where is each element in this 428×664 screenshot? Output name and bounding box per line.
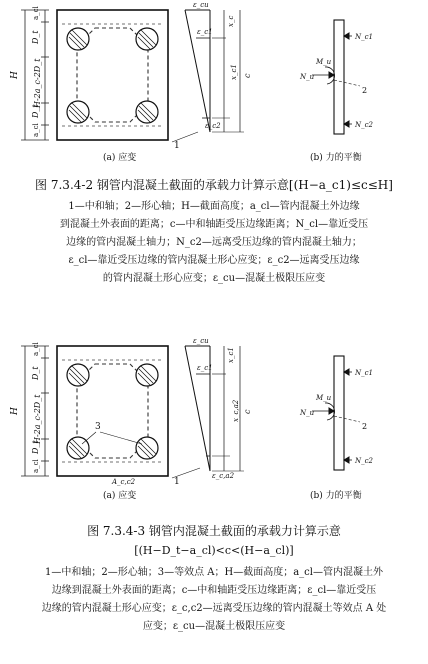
figure-1-diagram <box>0 0 428 168</box>
N-u: N_u <box>300 409 315 417</box>
dim-d-top: D_t <box>31 366 40 380</box>
label-1: 1 <box>174 477 180 487</box>
N-u: N_u <box>300 73 315 81</box>
N-c1: N_c1 <box>355 369 373 377</box>
label-2: 2 <box>362 422 368 431</box>
c-depth: c <box>243 73 252 78</box>
note-line: 到混凝土外表面的距离；c—中和轴距受压边缘距离；N_cl—靠近受压 <box>59 219 369 230</box>
dim-ac-top: a_cl <box>32 6 40 20</box>
note-line: 1—中和轴；2—形心轴；H—截面高度；a_cl—管内混凝土外边缘 <box>68 201 360 212</box>
point-A: A_c,c2 <box>112 478 136 486</box>
note-line: 边缘到混凝土外表面的距离；c—中和轴距受压边缘距离；ε_cl—靠近受压 <box>51 585 377 596</box>
M-u: M_u <box>316 58 332 66</box>
dim-d-bot: D_t <box>31 104 40 118</box>
eps-cu: ε_cu <box>193 1 209 9</box>
N-c2: N_c2 <box>355 121 373 129</box>
dim-H: H <box>10 71 20 79</box>
force-diagram <box>312 20 360 134</box>
steel-tube-circles <box>67 364 158 459</box>
dim-h-mid: H-2a_c-2D_t <box>33 394 42 444</box>
subcaption-b: (b) 力的平衡 <box>310 153 362 163</box>
xc1: x_c1 <box>227 347 235 363</box>
note-line: 的管内混凝土形心应变；ε_cu—混凝土极限压应变 <box>102 273 326 284</box>
force-diagram <box>312 356 360 470</box>
eps-ca2: ε_c,a2 <box>212 472 235 480</box>
equivalent-point-leaders <box>82 432 142 444</box>
xc1: x_c1 <box>230 64 238 80</box>
label-3: 3 <box>95 422 101 432</box>
note-line: ε_cl—靠近受压边缘的管内混凝土形心应变；ε_c2—远离受压边缘 <box>68 255 360 266</box>
figure-2-condition: [(H−D_t−a_cl)<c<(H−a_cl)] <box>134 544 294 557</box>
figure-2-diagram <box>0 336 428 506</box>
figure-2-caption: 图 7.3.4-3 钢管内混凝土截面的承载力计算示意 <box>87 524 341 538</box>
steel-tube-circles <box>67 28 158 123</box>
subcaption-b: (b) 力的平衡 <box>310 491 362 501</box>
dim-d-bot: D_t <box>31 440 40 454</box>
note-line: 应变；ε_cu—混凝土极限压应变 <box>142 621 286 632</box>
label-2: 2 <box>362 86 368 95</box>
dim-ac-bot: a_cl <box>32 123 40 137</box>
label-1: 1 <box>174 141 180 151</box>
note-line: 1—中和轴；2—形心轴；3—等效点 A；H—截面高度；a_cl—管内混凝土外 <box>45 567 383 578</box>
c-depth: c <box>243 409 252 414</box>
dim-ac-top: a_cl <box>32 342 40 356</box>
N-c1: N_c1 <box>355 33 373 41</box>
eps-c2: ε_c2 <box>205 122 221 130</box>
eps-c1: ε_c1 <box>197 364 213 372</box>
xca2: x_c,a2 <box>232 399 240 422</box>
N-c2: N_c2 <box>355 457 373 465</box>
M-u: M_u <box>316 394 332 402</box>
subcaption-a: (a) 应变 <box>103 153 137 163</box>
dim-H: H <box>10 407 20 415</box>
subcaption-a: (a) 应变 <box>103 491 137 501</box>
note-line: 边缘的管内混凝土形心应变；ε_c,c2—远离受压边缘的管内混凝土等效点 A 处 <box>41 603 387 614</box>
dim-ac-bot: a_cl <box>32 459 40 473</box>
xc: x_c <box>227 15 235 27</box>
figure-1-caption: 图 7.3.4-2 钢管内混凝土截面的承载力计算示意[(H−a_c1)≤c≤H] <box>35 178 393 192</box>
eps-cu: ε_cu <box>193 337 209 345</box>
dim-d-top: D_t <box>31 30 40 44</box>
eps-c1: ε_c1 <box>197 28 213 36</box>
note-line: 边缘的管内混凝土轴力；N_c2—远离受压边缘的管内混凝土轴力； <box>66 237 362 248</box>
dim-h-mid: H-2a_c-2D_t <box>33 58 42 108</box>
